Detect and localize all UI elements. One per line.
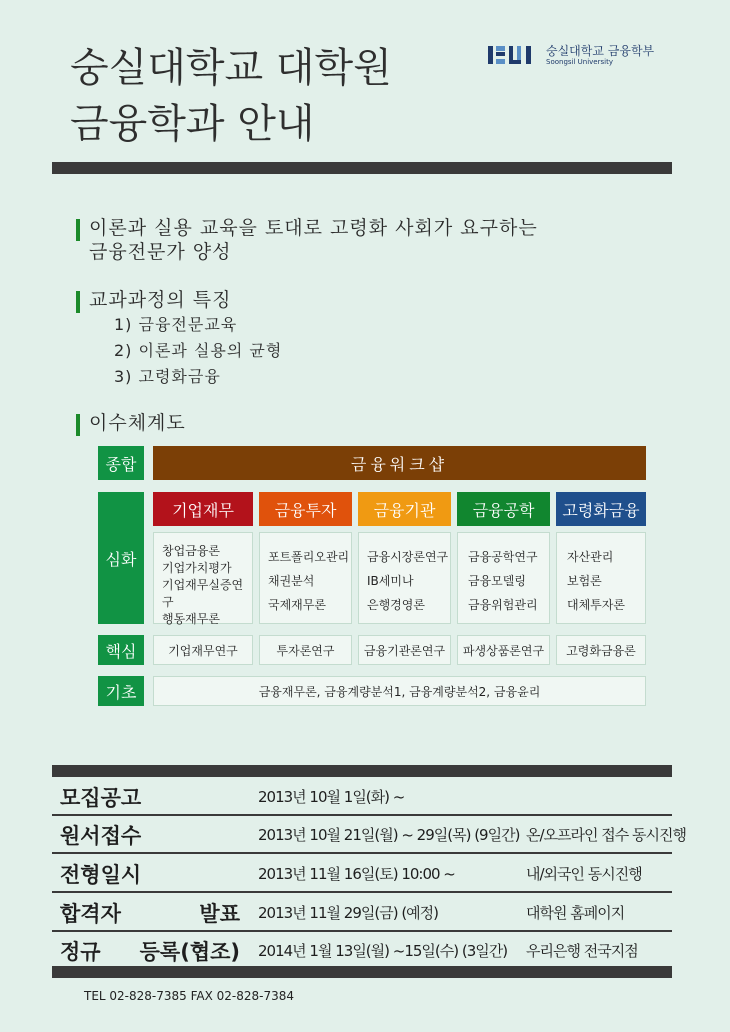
schedule-label: 모집공고 — [60, 786, 142, 810]
header-divider — [52, 162, 672, 174]
course-item: 은행경영론 — [367, 598, 425, 612]
contact-info: TEL 02-828-7385 FAX 02-828-7384 — [84, 989, 295, 1003]
schedule-row-divider — [52, 852, 672, 854]
track-header: 금융공학 — [457, 492, 550, 526]
schedule-date: 2013년 10월 1일(화) ~ — [258, 788, 405, 806]
curriculum-marker — [76, 414, 80, 436]
row-label-general: 종합 — [98, 446, 144, 480]
course-item: 창업금융론 — [162, 544, 220, 558]
schedule-label: 원서접수 — [60, 824, 142, 848]
schedule-note: 대학원 홈페이지 — [526, 904, 625, 922]
schedule-label: 정규 등록(협조) — [60, 940, 240, 964]
intro-line-2: 금융전문가 양성 — [89, 241, 232, 263]
schedule-top-divider — [52, 765, 672, 777]
core-course: 금융기관론연구 — [358, 635, 451, 665]
schedule-note: 내/외국인 동시진행 — [526, 865, 642, 883]
course-item: 기업재무실증연구 — [162, 578, 244, 609]
advanced-courses-box — [358, 532, 451, 624]
course-item: 금융공학연구 — [468, 550, 538, 564]
feature-item: 3) 고령화금융 — [114, 367, 221, 386]
track-header: 고령화금융 — [556, 492, 646, 526]
core-course: 기업재무연구 — [153, 635, 253, 665]
intro-text — [89, 216, 538, 264]
feature-item: 1) 금융전문교육 — [114, 315, 238, 334]
course-item: 대체투자론 — [567, 598, 625, 612]
course-item: 채권분석 — [268, 574, 315, 588]
course-item: IB세미나 — [367, 574, 414, 588]
course-item: 자산관리 — [567, 550, 614, 564]
features-list — [114, 312, 282, 390]
schedule-label: 전형일시 — [60, 863, 142, 887]
course-item: 보험론 — [567, 574, 602, 588]
track-header: 금융투자 — [259, 492, 352, 526]
page-title — [70, 40, 392, 152]
curriculum-heading: 이수체계도 — [89, 412, 186, 434]
course-item: 금융시장론연구 — [367, 550, 449, 564]
university-logo — [488, 42, 654, 68]
schedule-bottom-divider — [52, 966, 672, 978]
advanced-courses-box — [556, 532, 646, 624]
title-line-1: 숭실대학교 대학원 — [70, 45, 392, 91]
schedule-label: 합격자 발표 — [60, 902, 240, 926]
title-line-2: 금융학과 안내 — [70, 101, 315, 147]
ssu-logo-icon — [488, 42, 540, 68]
course-item: 금융위험관리 — [468, 598, 538, 612]
core-course: 고령화금융론 — [556, 635, 646, 665]
core-course: 투자론연구 — [259, 635, 352, 665]
course-item: 국제재무론 — [268, 598, 326, 612]
core-course: 파생상품론연구 — [457, 635, 550, 665]
schedule-date: 2013년 11월 29일(금) (예정) — [258, 904, 439, 922]
workshop-bar: 금융워크샵 — [153, 446, 646, 480]
features-marker — [76, 291, 80, 313]
course-item: 금융모델링 — [468, 574, 526, 588]
intro-line-1: 이론과 실용 교육을 토대로 고령화 사회가 요구하는 — [89, 217, 538, 239]
schedule-row-divider — [52, 814, 672, 816]
advanced-courses-box — [259, 532, 352, 624]
row-label-advanced: 심화 — [98, 492, 144, 624]
course-item: 기업가치평가 — [162, 561, 232, 575]
course-item: 포트폴리오관리 — [268, 550, 350, 564]
logo-subname: Soongsil University — [546, 57, 613, 66]
intro-marker — [76, 219, 80, 241]
schedule-date: 2013년 11월 16일(토) 10:00 ~ — [258, 865, 455, 883]
schedule-row-divider — [52, 891, 672, 893]
track-header: 기업재무 — [153, 492, 253, 526]
row-label-basic: 기초 — [98, 676, 144, 706]
course-item: 행동재무론 — [162, 612, 220, 626]
schedule-row-divider — [52, 930, 672, 932]
schedule-date: 2013년 10월 21일(월) ~ 29일(목) (9일간) — [258, 826, 520, 844]
features-heading: 교과과정의 특징 — [89, 289, 232, 311]
basic-courses: 금융재무론, 금융계량분석1, 금융계량분석2, 금융윤리 — [153, 676, 646, 706]
row-label-core: 핵심 — [98, 635, 144, 665]
advanced-courses-box — [457, 532, 550, 624]
feature-item: 2) 이론과 실용의 균형 — [114, 341, 283, 360]
advanced-courses-box — [153, 532, 253, 624]
track-header: 금융기관 — [358, 492, 451, 526]
schedule-note: 우리은행 전국지점 — [526, 942, 638, 960]
schedule-date: 2014년 1월 13일(월) ~15일(수) (3일간) — [258, 942, 508, 960]
logo-name: 숭실대학교 금융학부 — [546, 43, 655, 58]
schedule-note: 온/오프라인 접수 동시진행 — [526, 826, 686, 844]
